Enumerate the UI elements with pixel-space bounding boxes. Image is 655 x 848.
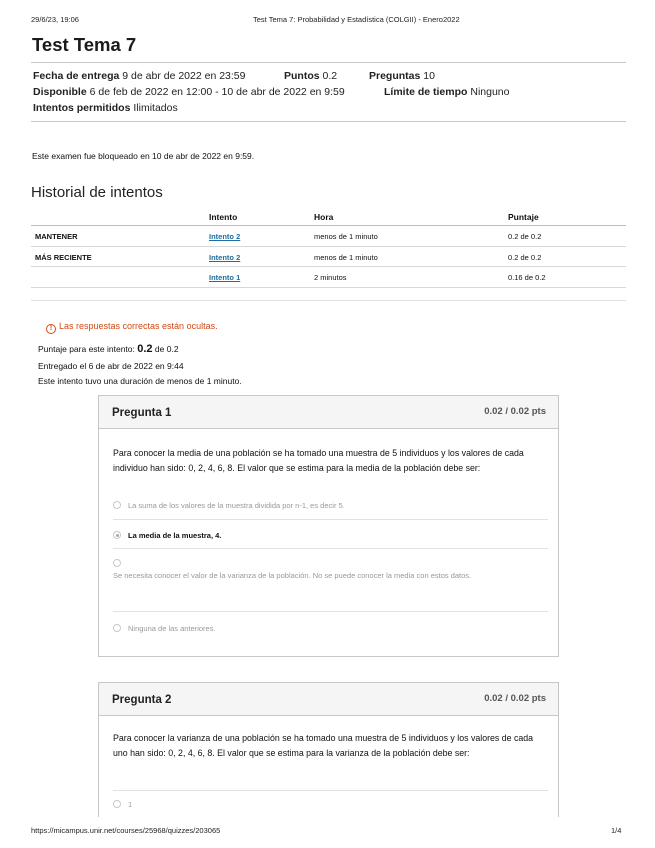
divider — [113, 611, 548, 612]
table-row — [31, 267, 626, 288]
due-date — [33, 70, 246, 82]
available-label: Disponible — [33, 86, 87, 98]
attempt-link[interactable]: Intento 1 — [209, 273, 241, 282]
available-range — [33, 86, 345, 98]
divider — [31, 121, 626, 122]
option-label: Se necesita conocer el valor de la varianza de la población. No se puede conocer la media con estos datos. — [113, 571, 472, 580]
points-label: Puntos — [284, 70, 320, 82]
answer-option[interactable] — [113, 501, 548, 510]
lock-note: Este examen fue bloqueado en 10 de abr de 2022 en 9:59. — [32, 151, 255, 161]
answer-option-selected[interactable] — [113, 531, 548, 540]
print-page-number: 1/4 — [611, 826, 622, 835]
time-limit-value: Ninguno — [470, 86, 510, 98]
points-value: 0.2 — [322, 70, 338, 82]
allowed-attempts-value: Ilimitados — [133, 102, 178, 114]
questions-label: Preguntas — [369, 70, 421, 82]
alert-text: Las respuestas correctas están ocultas. — [59, 321, 218, 331]
submitted-line: Entregado el 6 de abr de 2022 en 9:44 — [38, 361, 184, 371]
attempt-time: menos de 1 minuto — [314, 252, 378, 262]
duration-line: Este intento tuvo una duración de menos de 1 minuto. — [38, 376, 242, 386]
option-label: La suma de los valores de la muestra dividida por n-1, es decir 5. — [128, 501, 345, 510]
attempt-time: menos de 1 minuto — [314, 232, 378, 241]
answer-option[interactable] — [113, 800, 548, 809]
attempt-score: 0.2 de 0.2 — [508, 232, 542, 241]
question-text: Para conocer la media de una población se ha tomado una muestra de 5 individuos y los valores de cada individuo han sido: 0, 2, 4, 6, 8. El valor que se estima para la media de la población debe ser: — [113, 448, 524, 473]
score-value: 0.2 — [137, 343, 153, 355]
col-header-score: Puntaje — [508, 212, 539, 222]
question-title: Pregunta 2 — [112, 694, 172, 706]
question-title: Pregunta 1 — [112, 407, 172, 419]
page-title: Test Tema 7 — [32, 34, 137, 55]
question-points: 0.02 / 0.02 pts — [484, 406, 546, 417]
row-label: MÁS RECIENTE — [35, 252, 92, 262]
option-label: Ninguna de las anteriores. — [128, 624, 216, 633]
attempt-score-line — [38, 343, 179, 355]
option-label: La media de la muestra, 4. — [128, 531, 222, 540]
question-points: 0.02 / 0.02 pts — [484, 693, 546, 704]
option-label: 1 — [128, 800, 133, 809]
due-date-label: Fecha de entrega — [33, 70, 120, 82]
table-row — [31, 247, 626, 268]
score-prefix: Puntaje para este intento: — [38, 344, 135, 354]
questions-count — [369, 70, 435, 82]
attempts-table — [31, 207, 626, 288]
table-header — [31, 207, 626, 226]
hidden-answers-alert — [46, 321, 218, 334]
divider — [113, 790, 548, 791]
attempt-score: 0.2 de 0.2 — [508, 252, 542, 262]
col-header-time: Hora — [314, 212, 334, 222]
allowed-attempts — [33, 102, 178, 114]
print-doc-title: Test Tema 7: Probabilidad y Estadística (COLGII) - Enero2022 — [253, 15, 460, 24]
question-text: Para conocer la varianza de una población se ha tomado una muestra de 5 individuos y los valores de cada uno han sido: 0, 2, 4, 6, 8. El valor que se estima para la varianza de la población debe ser: — [113, 733, 534, 758]
attempt-time: 2 minutos — [314, 273, 347, 282]
question-card — [98, 395, 559, 657]
print-datetime: 29/6/23, 19:06 — [31, 15, 79, 24]
divider — [113, 519, 548, 520]
radio-icon[interactable] — [113, 624, 121, 632]
question-card — [98, 682, 559, 817]
warning-icon: ! — [46, 324, 56, 334]
answer-option[interactable] — [113, 624, 548, 633]
radio-selected-icon[interactable] — [113, 531, 121, 539]
answer-option[interactable] — [113, 558, 548, 582]
score-suffix: de 0.2 — [154, 344, 179, 354]
print-url: https://micampus.unir.net/courses/25968/quizzes/203065 — [31, 826, 221, 835]
attempt-score: 0.16 de 0.2 — [508, 273, 546, 282]
questions-value: 10 — [423, 70, 435, 82]
attempt-link[interactable]: Intento 2 — [209, 252, 241, 262]
allowed-attempts-label: Intentos permitidos — [33, 102, 131, 114]
table-row — [31, 226, 626, 247]
row-label: MANTENER — [35, 232, 78, 241]
radio-icon[interactable] — [113, 559, 121, 567]
available-value: 6 de feb de 2022 en 12:00 - 10 de abr de 2022 en 9:59 — [89, 86, 345, 98]
question-header — [99, 396, 558, 429]
points — [284, 70, 337, 82]
divider — [31, 300, 626, 301]
divider — [113, 548, 548, 549]
radio-icon[interactable] — [113, 501, 121, 509]
time-limit — [384, 86, 509, 98]
attempt-link[interactable]: Intento 2 — [209, 232, 241, 241]
radio-icon[interactable] — [113, 800, 121, 808]
time-limit-label: Límite de tiempo — [384, 86, 468, 98]
question-header — [99, 683, 558, 716]
due-date-value: 9 de abr de 2022 en 23:59 — [122, 70, 246, 82]
divider — [31, 62, 626, 63]
history-title: Historial de intentos — [31, 184, 163, 201]
col-header-attempt: Intento — [209, 212, 238, 222]
